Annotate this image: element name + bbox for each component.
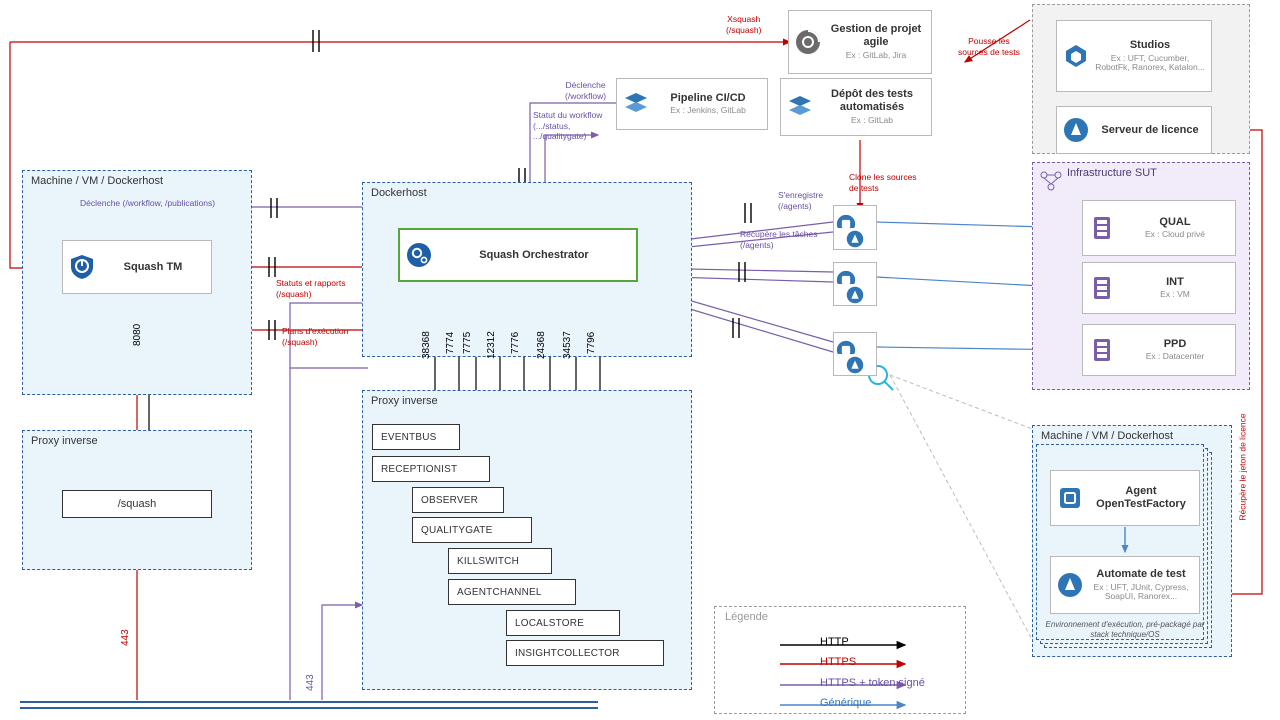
node-automate-de-test[interactable] (1050, 556, 1200, 614)
port-label-7776: 7776 (510, 331, 521, 354)
node-pipeline-cicd[interactable] (616, 78, 768, 130)
legend-label-token: HTTPS + token signé (820, 677, 925, 689)
gears-icon (406, 242, 432, 268)
sut-topology-icon (1039, 171, 1063, 191)
sut-env-ppd[interactable] (1082, 324, 1236, 376)
node-studios[interactable] (1056, 20, 1212, 92)
server-icon (1089, 337, 1115, 363)
port-label-34537: 34537 (562, 331, 573, 359)
group-label: Proxy inverse (371, 395, 438, 407)
edge-label-statuts-rapports: Statuts et rapports (/squash) (276, 278, 346, 299)
node-squash-orchestrator[interactable] (398, 228, 638, 282)
node-squash-proxy-path[interactable] (62, 490, 212, 518)
service-qualitygate[interactable]: QUALITYGATE (412, 517, 532, 543)
edge-label-declenche-workflow: Déclenche (/workflow) (565, 80, 607, 101)
agent-card-3-footer (833, 354, 877, 376)
service-localstore[interactable]: LOCALSTORE (506, 610, 620, 636)
service-receptionist[interactable]: RECEPTIONIST (372, 456, 490, 482)
group-label: Infrastructure SUT (1067, 167, 1157, 179)
service-eventbus[interactable]: EVENTBUS (372, 424, 460, 450)
edge-label-plans-execution: Plans d'exécution (/squash) (282, 326, 349, 347)
node-subtitle: Ex : GitLab (850, 114, 894, 125)
port-label-12312: 12312 (486, 331, 497, 359)
agent-card-1-footer (833, 228, 877, 250)
stack-icon (787, 94, 813, 120)
chip-icon (1057, 485, 1083, 511)
node-title: /squash (117, 497, 157, 510)
node-agent-opentestfactory[interactable] (1050, 470, 1200, 526)
group-label: Machine / VM / Dockerhost (1041, 430, 1174, 442)
port-label-8080: 8080 (132, 323, 143, 346)
node-gestion-projet-agile[interactable] (788, 10, 932, 74)
node-depot-tests-automatises[interactable] (780, 78, 932, 136)
hexagon-icon (1063, 43, 1089, 69)
node-title: Serveur de licence (1101, 123, 1199, 136)
licence-icon (1057, 572, 1083, 598)
node-title: Dépôt des tests automatisés (831, 88, 913, 114)
node-subtitle: Ex : VM (1160, 289, 1190, 300)
stack-icon (623, 91, 649, 117)
agent-env-note: Environnement d'exécution, pré-packagé par stack technique/OS (1045, 620, 1205, 640)
edge-label-senregistre: S'enregistre (/agents) (778, 190, 824, 211)
shield-icon (69, 254, 95, 280)
group-label: Machine / VM / Dockerhost (31, 175, 164, 187)
node-subtitle: Ex : UFT, JUnit, Cypress, SoapUI, Ranorex... (1093, 581, 1189, 602)
edge-label-statut-workflow: Statut du workflow (.../status, .../qualitygate) (533, 110, 603, 142)
node-title: QUAL (1159, 215, 1191, 228)
edge-label-recupere-taches: Récupère les tâches (/agents) (740, 229, 818, 250)
node-title: PPD (1163, 337, 1187, 350)
licence-icon (846, 356, 864, 374)
legend-label-https: HTTPS (820, 656, 857, 668)
node-squash-tm[interactable] (62, 240, 212, 294)
node-serveur-licence[interactable] (1056, 106, 1212, 154)
port-label-7775: 7775 (462, 331, 473, 354)
edge-label-recupere-jeton: Récupère le jeton de licence (1237, 413, 1248, 521)
server-icon (1089, 275, 1115, 301)
legend-label-http: HTTP (820, 636, 849, 648)
service-killswitch[interactable]: KILLSWITCH (448, 548, 552, 574)
edge-label-xsquash: Xsquash (/squash) (726, 14, 762, 35)
port-label-24368: 24368 (536, 331, 547, 359)
node-subtitle: Ex : UFT, Cucumber, RobotFk, Ranorex, Katalon... (1095, 52, 1205, 73)
licence-icon (1063, 117, 1089, 143)
agile-project-icon (795, 29, 821, 55)
node-title: INT (1166, 275, 1184, 288)
node-subtitle: Ex : Datacenter (1145, 351, 1205, 362)
sut-env-qual[interactable] (1082, 200, 1236, 256)
port-label-7796: 7796 (586, 331, 597, 354)
group-label: Proxy inverse (31, 435, 98, 447)
node-title: Squash TM (123, 260, 183, 273)
group-label: Dockerhost (371, 187, 427, 199)
sut-env-int[interactable] (1082, 262, 1236, 314)
edge-label-clone-sources: Clone les sources de tests (849, 172, 917, 193)
service-agentchannel[interactable]: AGENTCHANNEL (448, 579, 576, 605)
legend-label-generique: Générique (820, 697, 872, 709)
node-title: Studios (1129, 38, 1171, 51)
agent-card-2-footer (833, 284, 877, 306)
licence-icon (846, 230, 864, 248)
service-insightcollector[interactable]: INSIGHTCOLLECTOR (506, 640, 664, 666)
port-label-443-tm: 443 (120, 629, 131, 646)
licence-icon (846, 286, 864, 304)
node-title: Pipeline CI/CD (670, 91, 746, 104)
node-subtitle: Ex : Jenkins, GitLab (670, 105, 746, 116)
service-observer[interactable]: OBSERVER (412, 487, 504, 513)
legend-title: Légende (725, 611, 768, 623)
node-subtitle: Ex : Cloud privé (1145, 229, 1205, 240)
server-icon (1089, 215, 1115, 241)
edge-label-pousse-sources: Pousse les sources de tests (958, 36, 1020, 57)
edge-label-declenche-publications: Déclenche (/workflow, /publications) (80, 198, 216, 208)
node-title: Squash Orchestrator (479, 248, 589, 261)
node-title: Automate de test (1096, 567, 1186, 580)
node-subtitle: Ex : GitLab, Jira (845, 49, 907, 60)
port-label-7774: 7774 (445, 331, 456, 354)
port-label-443-proxy: 443 (305, 674, 316, 691)
port-label-38368: 38368 (421, 331, 432, 359)
node-title: Agent OpenTestFactory (1096, 485, 1186, 510)
node-title: Gestion de projet agile (830, 23, 922, 49)
